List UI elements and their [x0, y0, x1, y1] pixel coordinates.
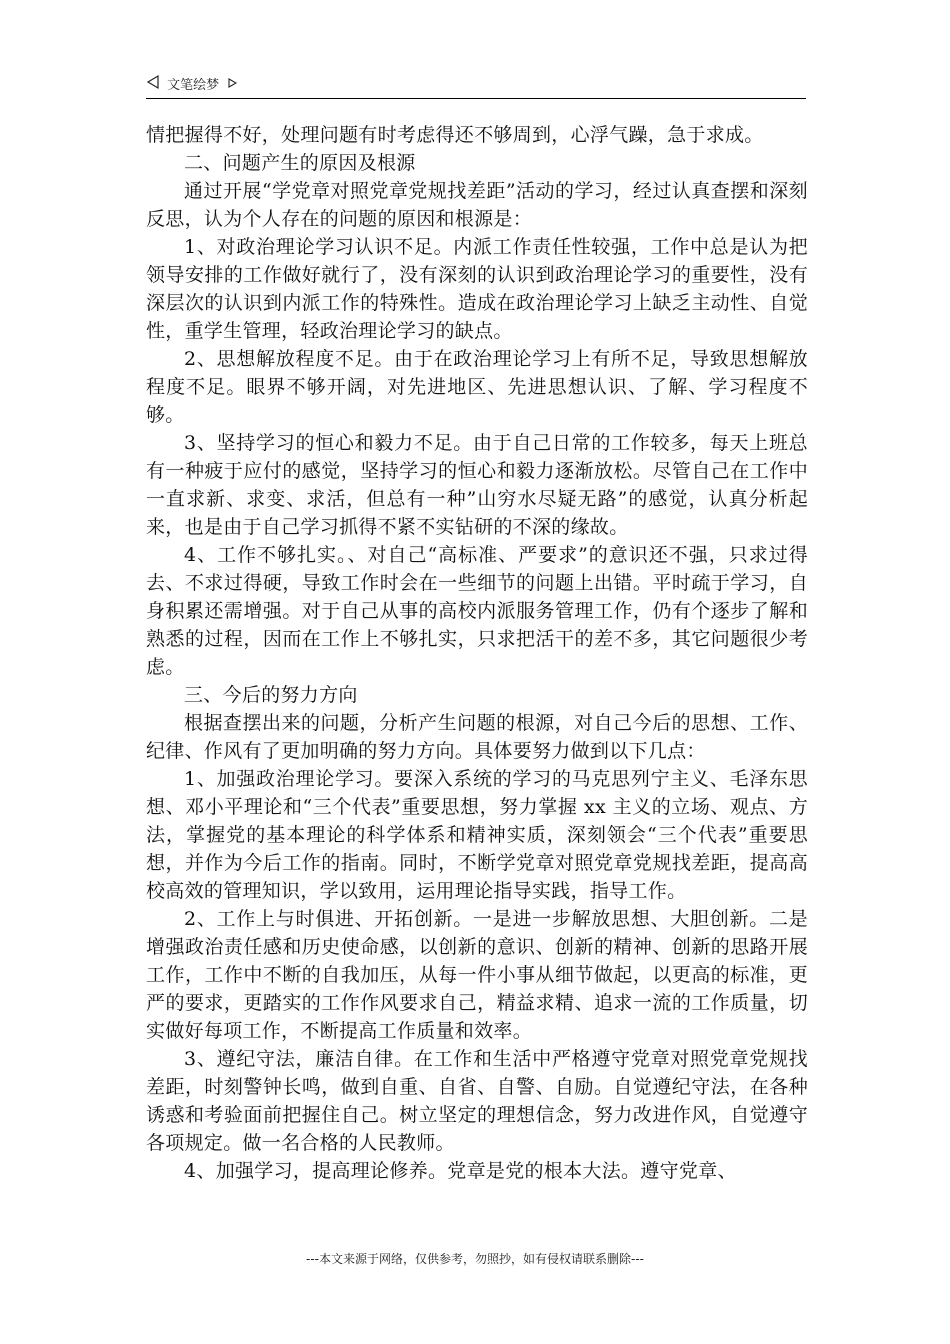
paragraph-direction-2: 2、工作上与时俱进、开拓创新。一是进一步解放思想、大胆创新。二是增强政治责任感和历史使命感，以创新的意识、创新的精神、创新的思路开展工作，工作中不断的自我加压，从每一件小事从细节做起，以更高的标准，更严的要求，更踏实的工作作风要求自己，精益求精、追求一流的工作质量，切实做好每项工作，不断提高工作质量和效率。	[146, 908, 808, 1042]
paragraph-direction-3: 3、遵纪守法，廉洁自律。在工作和生活中严格遵守党章对照党章党规找差距，时刻警钟长鸣，做到自重、自省、自警、自励。自觉遵纪守法，在各种诱惑和考验面前把握住自己。树立坚定的理想信念，努力改进作风，自觉遵守各项规定。做一名合格的人民教师。	[146, 1048, 808, 1154]
footer-disclaimer: ---本文来源于网络，仅供参考，勿照抄，如有侵权请联系删除---	[306, 1252, 644, 1266]
header-divider	[146, 98, 806, 99]
paragraph-continuation: 情把握得不好，处理问题有时考虑得还不够周到，心浮气躁，急于求成。	[146, 124, 764, 146]
paragraph-cause-4: 4、工作不够扎实。、对自己“高标准、严要求”的意识还不强，只求过得去、不求过得硬，导致工作时会在一些细节的问题上出错。平时疏于学习，自身积累还需增强。对于自己从事的高校内派服务管理工作，仍有个逐步了解和熟悉的过程，因而在工作上不够扎实，只求把活干的差不多，其它问题很少考虑。	[146, 544, 808, 678]
paragraph-cause-3: 3、坚持学习的恒心和毅力不足。由于自己日常的工作较多，每天上班总有一种疲于应付的感觉，坚持学习的恒心和毅力逐渐放松。尽管自己在工作中一直求新、求变、求活，但总有一种”山穷水尽疑无路”的感觉，认真分析起来，也是由于自己学习抓得不紧不实钻研的不深的缘故。	[146, 432, 808, 538]
paragraph-direction-1: 1、加强政治理论学习。要深入系统的学习的马克思列宁主义、毛泽东思想、邓小平理论和“三个代表”重要思想，努力掌握 xx 主义的立场、观点、方法，掌握党的基本理论的科学体系和精神实质，深刻领会“三个代表”重要思想，并作为今后工作的指南。同时，不断学党章对照党章党规找差距，提高高校高效的管理知识，学以致用，运用理论指导实践，指导工作。	[146, 768, 808, 902]
triangle-right-icon	[227, 76, 237, 96]
paragraph-cause-2: 2、思想解放程度不足。由于在政治理论学习上有所不足，导致思想解放程度不足。眼界不够开阔，对先进地区、先进思想认识、了解、学习程度不够。	[146, 348, 808, 426]
document-body	[146, 121, 808, 1185]
section-heading-causes: 二、问题产生的原因及根源	[184, 152, 416, 174]
header-title: 文笔绘梦	[167, 77, 220, 93]
paragraph-direction-4: 4、加强学习，提高理论修养。党章是党的根本大法。遵守党章、	[184, 1160, 737, 1182]
paragraph-cause-1: 1、对政治理论学习认识不足。内派工作责任性较强，工作中总是认为把领导安排的工作做好就行了，没有深刻的认识到政治理论学习的重要性，没有深层次的认识到内派工作的特殊性。造成在政治理论学习上缺乏主动性、自觉性，重学生管理，轻政治理论学习的缺点。	[146, 236, 808, 342]
paragraph-intro-direction: 根据查摆出来的问题，分析产生问题的根源，对自己今后的思想、工作、纪律、作风有了更加明确的努力方向。具体要努力做到以下几点：	[146, 712, 808, 762]
paragraph-intro-causes: 通过开展“学党章对照党章党规找差距”活动的学习，经过认真查摆和深刻反思，认为个人存在的问题的原因和根源是：	[146, 180, 808, 230]
section-heading-direction: 三、今后的努力方向	[184, 684, 358, 706]
page-header	[146, 74, 806, 98]
triangle-left-icon	[146, 74, 160, 97]
